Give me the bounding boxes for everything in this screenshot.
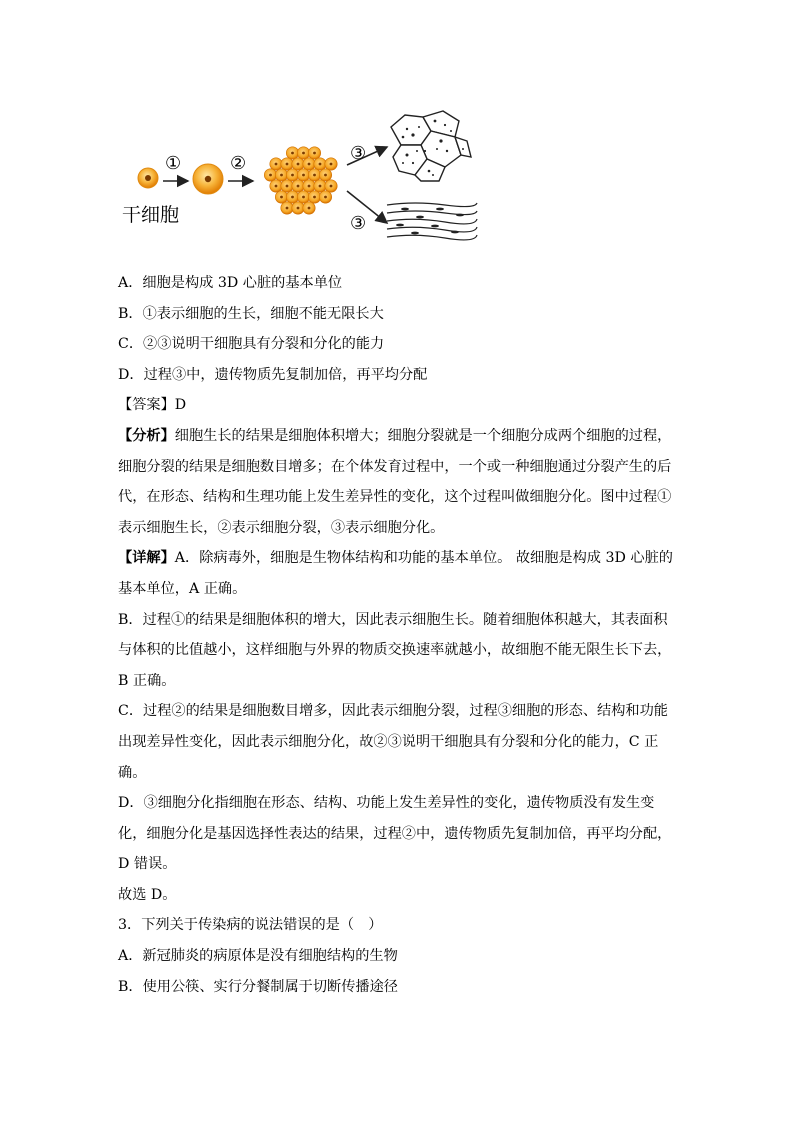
- step-marker-3-lower: ③: [350, 213, 367, 234]
- option-c: C．②③说明干细胞具有分裂和分化的能力: [118, 336, 385, 353]
- detail-line-4: 与体积的比值越小，这样细胞与外界的物质交换速率就越小，故细胞不能无限生长下去，: [118, 642, 672, 659]
- cell-nucleus: [302, 196, 305, 199]
- detail-line-5: B 正确。: [118, 672, 176, 689]
- step-marker-3-upper: ③: [350, 143, 367, 164]
- cell-nucleus: [280, 196, 283, 199]
- question-3-option-b: B．使用公筷、实行分餐制属于切断传播途径: [118, 978, 398, 995]
- cell-nucleus: [330, 163, 333, 166]
- analysis-line-1: [118, 421, 678, 452]
- cell-nucleus: [280, 174, 283, 177]
- analysis-line-3: 代，在形态、结构和生理功能上发生差异性的变化，这个过程叫做细胞分化。图中过程①: [118, 489, 672, 506]
- detail-line-7: 出现差异性变化，因此表示细胞分化，故②③说明干细胞具有分裂和分化的能力，C 正: [118, 733, 659, 750]
- cell-nucleus: [291, 196, 294, 199]
- option-b: B．①表示细胞的生长，细胞不能无限长大: [118, 305, 384, 322]
- cell-nucleus: [308, 163, 311, 166]
- option-d: D．过程③中，遗传物质先复制加倍，再平均分配: [118, 366, 428, 383]
- differentiated-cells-elongated: [387, 203, 477, 240]
- detail-line-8: 确。: [118, 764, 147, 781]
- analysis-text: 细胞生长的结果是细胞体积增大；细胞分裂就是一个细胞分成两个细胞的过程，: [174, 427, 672, 444]
- dividing-cell-cluster: [264, 147, 337, 214]
- cell-nucleus: [297, 185, 300, 188]
- conclusion-line: 故选 D。: [118, 886, 177, 903]
- analysis-line-2: 细胞分裂的结果是细胞数目增多；在个体发育过程中，一个或一种细胞通过分裂产生的后: [118, 458, 672, 475]
- cell-nucleus: [302, 174, 305, 177]
- cell-nucleus: [302, 152, 305, 155]
- cell-nucleus: [297, 163, 300, 166]
- cell-nucleus: [286, 163, 289, 166]
- question-3-stem: 3．下列关于传染病的说法错误的是（ ）: [118, 917, 383, 934]
- detail-line-9: D．③细胞分化指细胞在形态、结构、功能上发生差异性的变化，遗传物质没有发生变: [118, 795, 655, 812]
- detail-line-2: 基本单位，A 正确。: [118, 580, 247, 597]
- cell-nucleus: [324, 174, 327, 177]
- stem-cell-diagram: [115, 105, 485, 255]
- analysis-tag: 【分析】: [118, 427, 175, 444]
- differentiated-cells-polygonal: [391, 111, 471, 181]
- stem-cell-figure: [115, 105, 485, 255]
- cell-nucleus: [308, 207, 311, 210]
- detail-line-11: D 错误。: [118, 856, 177, 873]
- stem-cell-small: [138, 168, 158, 188]
- cell-nucleus: [330, 185, 333, 188]
- detail-text: A．除病毒外，细胞是生物体结构和功能的基本单位。 故细胞是构成 3D 心脏的: [174, 550, 673, 567]
- cell-nucleus: [297, 207, 300, 210]
- cell-nucleus: [275, 163, 278, 166]
- cell-nucleus: [324, 196, 327, 199]
- cell-nucleus: [319, 163, 322, 166]
- analysis-line-4: 表示细胞生长，②表示细胞分裂，③表示细胞分化。: [118, 519, 445, 536]
- cell-nucleus: [313, 152, 316, 155]
- cell-nucleus: [275, 185, 278, 188]
- question-3-option-a: A．新冠肺炎的病原体是没有细胞结构的生物: [118, 948, 398, 965]
- step-marker-2: ②: [230, 153, 247, 174]
- cell-nucleus: [291, 174, 294, 177]
- stem-cell-grown: [193, 164, 223, 194]
- detail-tag: 【详解】: [118, 550, 175, 567]
- detail-line-10: 化，细胞分化是基因选择性表达的结果，过程②中，遗传物质先复制加倍，再平均分配，: [118, 825, 672, 842]
- cell-nucleus: [313, 196, 316, 199]
- cell-nucleus: [313, 174, 316, 177]
- cell-nucleus: [319, 185, 322, 188]
- step-marker-1: ①: [165, 153, 182, 174]
- detail-line-1: [118, 543, 678, 574]
- cell-nucleus: [269, 174, 272, 177]
- figure-label-stem-cell: 干细胞: [122, 204, 180, 226]
- option-a: A．细胞是构成 3D 心脏的基本单位: [118, 275, 343, 291]
- cell-nucleus: [291, 152, 294, 155]
- cell-nucleus: [308, 185, 311, 188]
- cell-nucleus: [286, 207, 289, 210]
- answer-line: 【答案】D: [118, 397, 187, 414]
- document-body: [118, 268, 678, 1002]
- detail-line-6: C．过程②的结果是细胞数目增多，因此表示细胞分裂，过程③细胞的形态、结构和功能: [118, 703, 668, 720]
- cell-nucleus: [286, 185, 289, 188]
- detail-line-3: B．过程①的结果是细胞体积的增大，因此表示细胞生长。随着细胞体积越大，其表面积: [118, 611, 668, 628]
